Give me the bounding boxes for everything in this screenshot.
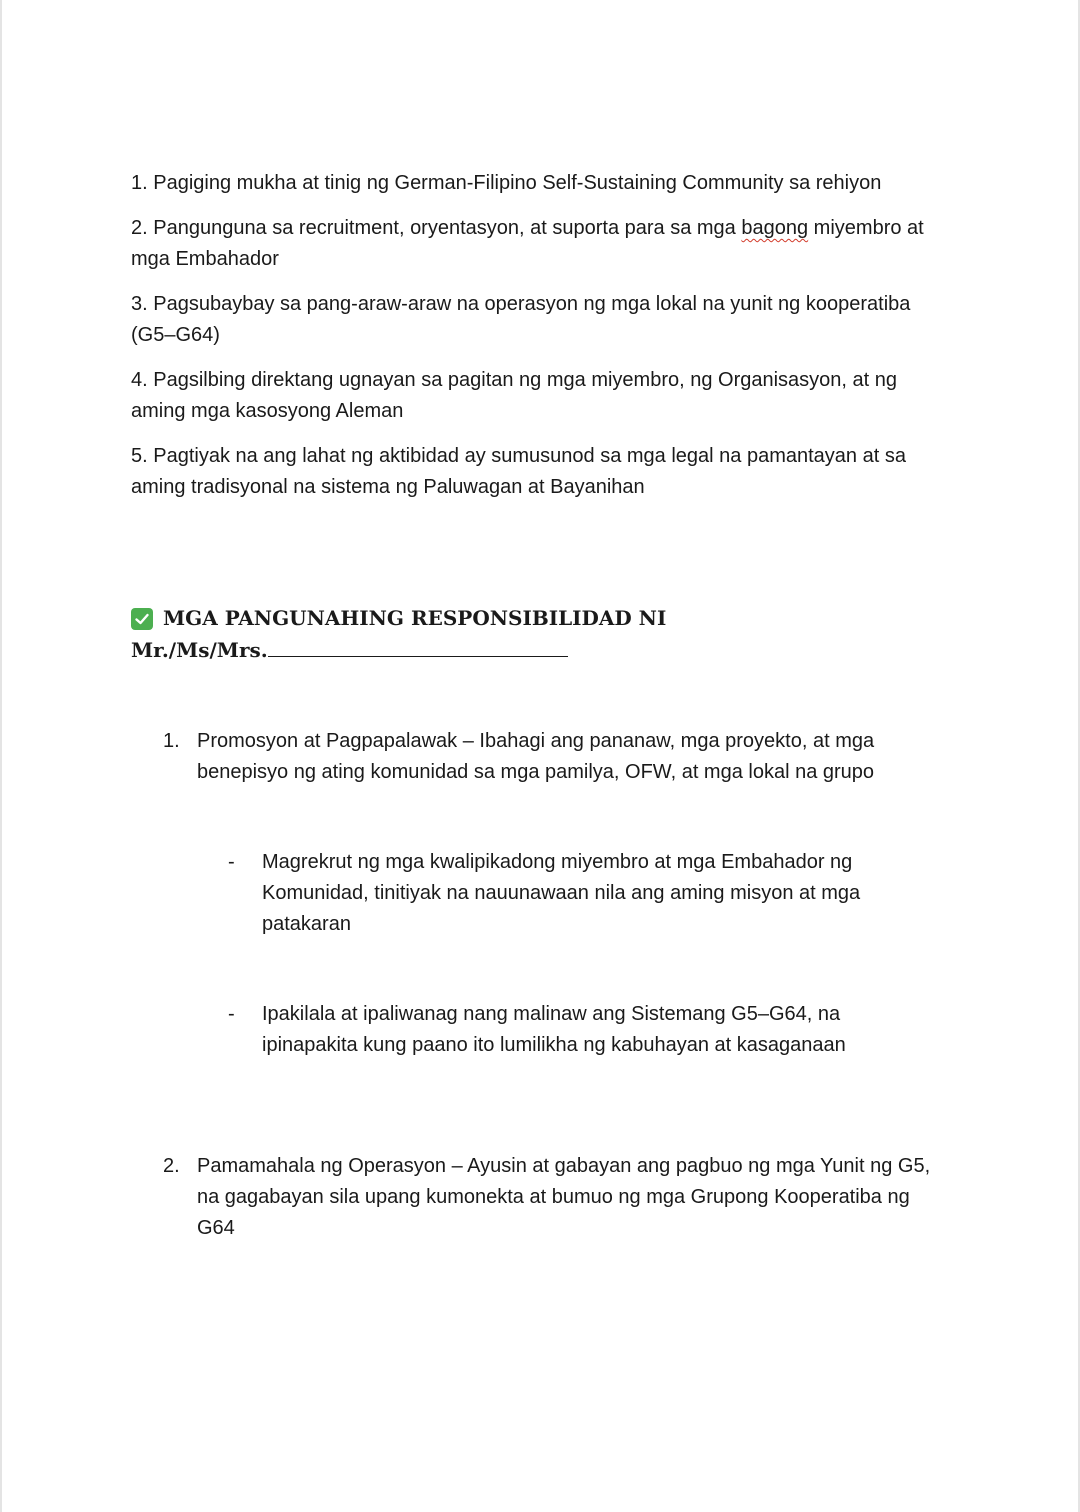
intro-list	[131, 168, 951, 503]
sub-item-1	[228, 847, 951, 940]
responsibility-text: Pamamahala ng Operasyon – Ayusin at gabayan ang pagbuo ng mga Yunit ng G5, na gagabayan sila upang kumonekta at bumuo ng mga Grupong Kooperatiba ng G64	[197, 1155, 931, 1239]
section-heading-line1	[131, 603, 951, 634]
intro-item-2-after: miyembro at mga Embahador	[131, 217, 924, 270]
intro-item-1: 1. Pagiging mukha at tinig ng German-Filipino Self-Sustaining Community sa rehiyon	[131, 172, 882, 194]
responsibility-number: 1.	[163, 730, 180, 752]
sub-item-text: Magrekrut ng mga kwalipikadong miyembro at mga Embahador ng Komunidad, tinitiyak na nauunawaan nila ang aming misyon at mga patakaran	[262, 851, 861, 935]
intro-item-5: 5. Pagtiyak na ang lahat ng aktibidad ay sumusunod sa mga legal na pamantayan at sa aming tradisyonal na sistema ng Paluwagan at Bayanihan	[131, 445, 906, 498]
spellcheck-flagged-word[interactable]: bagong	[741, 217, 809, 239]
intro-item-2-before: 2. Pangunguna sa recruitment, oryentasyon, at suporta para sa mga	[131, 217, 742, 239]
responsibility-text: Promosyon at Pagpapalawak – Ibahagi ang pananaw, mga proyekto, at mga benepisyo ng ating komunidad sa mga pamilya, OFW, at mga lokal na grupo	[197, 730, 875, 783]
sub-item-2	[228, 999, 951, 1061]
responsibility-number: 2.	[163, 1155, 180, 1177]
salutation-label: Mr./Ms/Mrs.	[131, 638, 268, 662]
intro-item-4: 4. Pagsilbing direktang ugnayan sa pagitan ng mga miyembro, ng Organisasyon, at ng aming mga kasosyong Aleman	[131, 369, 898, 422]
sub-item-dash: -	[228, 851, 235, 873]
responsibility-item-2	[163, 1151, 951, 1244]
sub-item-text: Ipakilala at ipaliwanag nang malinaw ang Sistemang G5–G64, na ipinapakita kung paano ito lumilikha ng kabuhayan at kasaganaan	[262, 1003, 846, 1056]
responsibilities-list	[131, 726, 951, 1244]
section-heading-line2	[131, 634, 951, 666]
intro-item-3: 3. Pagsubaybay sa pang-araw-araw na operasyon ng mga lokal na yunit ng kooperatiba (G5–G64)	[131, 293, 911, 346]
section-heading	[131, 603, 951, 666]
document-content	[131, 168, 951, 1244]
sub-item-dash: -	[228, 1003, 235, 1025]
section-heading-title: MGA PANGUNAHING RESPONSIBILIDAD NI	[163, 606, 667, 630]
name-blank-line	[268, 634, 568, 657]
check-mark-button-icon	[131, 608, 153, 630]
responsibility-item-1	[163, 726, 951, 788]
intro-item-2	[131, 213, 951, 275]
